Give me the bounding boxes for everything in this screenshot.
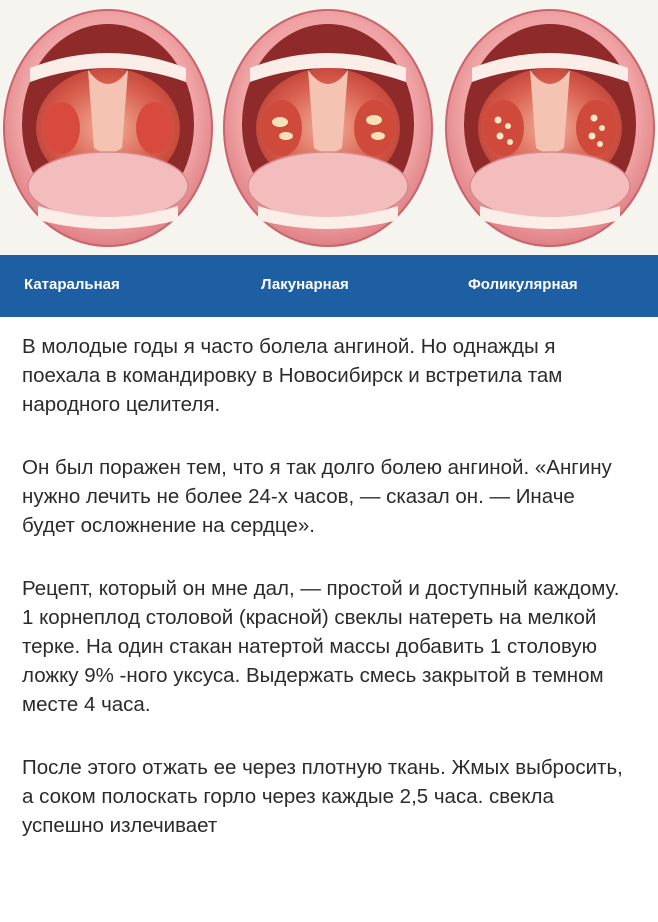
types-banner <box>0 255 658 317</box>
mouth-follicular <box>446 10 654 246</box>
article-text <box>22 332 632 840</box>
paragraph-1: В молодые годы я часто болела ангиной. Но однажды я поехала в командировку в Новосибирск и встретила там народного целителя. <box>22 335 563 416</box>
paragraph-4: После этого отжать ее через плотную ткань. Жмых выбросить, а соком полоскать горло через каждые 2,5 часа. свекла успешно излечивает <box>22 756 623 837</box>
mouth-catarrhal <box>4 10 212 246</box>
paragraph-3: Рецепт, который он мне дал, — простой и доступный каждому. 1 корнеплод столовой (красной) свеклы натереть на мелкой терке. На один стакан натертой массы добавить 1 столовую ложку 9% -ного уксуса. Выдержать смесь закрытой в темном месте 4 часа. <box>22 577 620 716</box>
label-follicular: Фоликулярная <box>468 276 578 293</box>
label-lacunar: Лакунарная <box>261 276 349 293</box>
label-catarrhal: Катаральная <box>24 276 120 293</box>
mouth-lacunar <box>224 10 432 246</box>
mouths-drawing <box>0 0 658 255</box>
paragraph-2: Он был поражен тем, что я так долго болею ангиной. «Ангину нужно лечить не более 24-х часов, — сказал он. — Иначе будет осложнение на сердце». <box>22 456 612 537</box>
throat-illustration <box>0 0 658 255</box>
